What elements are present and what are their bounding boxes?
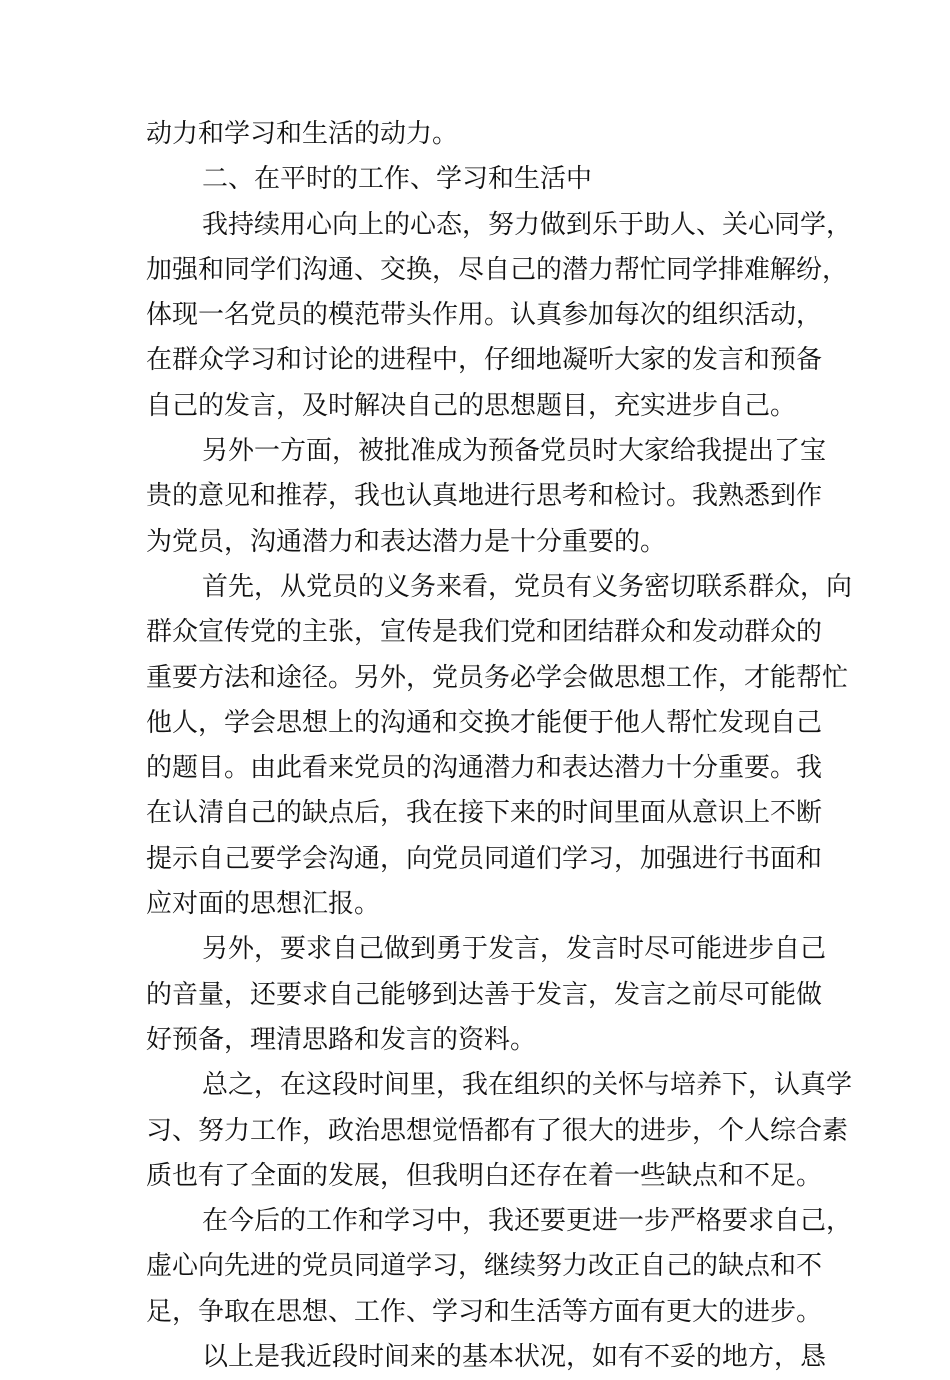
text-line: 群众宣传党的主张，宣传是我们党和团结群众和发动群众的 [146, 617, 823, 648]
text-line: 二、在平时的工作、学习和生活中 [202, 164, 593, 195]
text-line: 自己的发言，及时解决自己的思想题目，充实进步自己。 [146, 390, 797, 421]
text-line: 以上是我近段时间来的基本状况，如有不妥的地方，恳 [202, 1342, 827, 1373]
text-line: 在今后的工作和学习中，我还要更进一步严格要求自己， [202, 1206, 853, 1237]
text-line: 另外，要求自己做到勇于发言，发言时尽可能进步自己 [202, 934, 827, 965]
text-line: 他人，学会思想上的沟通和交换才能便于他人帮忙发现自己 [146, 707, 823, 738]
text-line: 我持续用心向上的心态，努力做到乐于助人、关心同学， [202, 209, 853, 240]
text-line: 的音量，还要求自己能够到达善于发言，发言之前尽可能做 [146, 979, 823, 1010]
text-line: 另外一方面，被批准成为预备党员时大家给我提出了宝 [202, 436, 827, 467]
text-line: 质也有了全面的发展，但我明白还存在着一些缺点和不足。 [146, 1160, 823, 1191]
text-line: 为党员，沟通潜力和表达潜力是十分重要的。 [146, 526, 667, 557]
text-line: 重要方法和途径。另外，党员务必学会做思想工作，才能帮忙 [146, 662, 849, 693]
text-line: 动力和学习和生活的动力。 [146, 119, 459, 149]
text-line: 在认清自己的缺点后，我在接下来的时间里面从意识上不断 [146, 798, 823, 829]
text-line: 提示自己要学会沟通，向党员同道们学习，加强进行书面和 [146, 843, 823, 874]
text-line: 体现一名党员的模范带头作用。认真参加每次的组织活动， [146, 300, 823, 331]
text-line: 习、努力工作，政治思想觉悟都有了很大的进步，个人综合素 [146, 1115, 849, 1146]
text-line: 贵的意见和推荐，我也认真地进行思考和检讨。我熟悉到作 [146, 481, 823, 512]
text-line: 足，争取在思想、工作、学习和生活等方面有更大的进步。 [146, 1296, 823, 1327]
text-line: 虚心向先进的党员同道学习，继续努力改正自己的缺点和不 [146, 1251, 823, 1282]
text-line: 好预备，理清思路和发言的资料。 [146, 1024, 537, 1055]
document-body [146, 112, 853, 1380]
text-line: 总之，在这段时间里，我在组织的关怀与培养下，认真学 [202, 1070, 853, 1101]
text-line: 的题目。由此看来党员的沟通潜力和表达潜力十分重要。我 [146, 753, 823, 784]
text-line: 在群众学习和讨论的进程中，仔细地凝听大家的发言和预备 [146, 345, 823, 376]
text-line: 加强和同学们沟通、交换，尽自己的潜力帮忙同学排难解纷， [146, 254, 849, 285]
text-line: 应对面的思想汇报。 [146, 889, 381, 920]
text-line: 首先，从党员的义务来看，党员有义务密切联系群众，向 [202, 571, 853, 602]
